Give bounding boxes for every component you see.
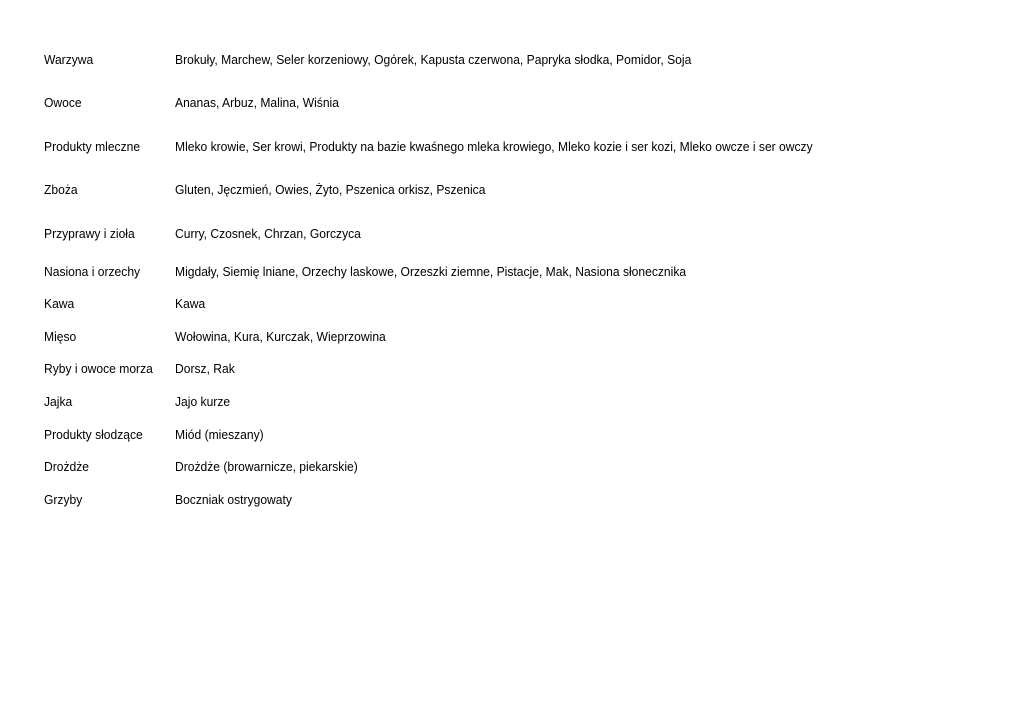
category-label: Przyprawy i zioła — [44, 226, 135, 241]
category-label: Grzyby — [44, 492, 83, 507]
table-row — [0, 457, 1024, 477]
table-row — [0, 294, 1024, 314]
table-row — [0, 224, 1024, 244]
category-label: Produkty słodzące — [44, 427, 143, 442]
category-items: Miód (mieszany) — [175, 427, 264, 442]
table-row — [0, 50, 1024, 70]
category-items: Curry, Czosnek, Chrzan, Gorczyca — [175, 226, 361, 241]
table-row — [0, 93, 1024, 113]
category-items: Jajo kurze — [175, 394, 231, 409]
table-row — [0, 425, 1024, 445]
table-row — [0, 137, 1024, 157]
category-label: Mięso — [44, 329, 77, 344]
category-label: Zboża — [44, 182, 78, 197]
category-label: Nasiona i orzechy — [44, 264, 141, 279]
category-items: Migdały, Siemię lniane, Orzechy laskowe, Orzeszki ziemne, Pistacje, Mak, Nasiona słonecznika — [175, 264, 687, 279]
table-row — [0, 392, 1024, 412]
table-row — [0, 180, 1024, 200]
category-label: Ryby i owoce morza — [44, 361, 153, 376]
category-items: Brokuły, Marchew, Seler korzeniowy, Ogórek, Kapusta czerwona, Papryka słodka, Pomidor, Soja — [175, 52, 692, 67]
category-items: Kawa — [175, 296, 206, 311]
table-row — [0, 327, 1024, 347]
category-label: Jajka — [44, 394, 73, 409]
category-label: Warzywa — [44, 52, 94, 67]
category-label: Drożdże — [44, 459, 90, 474]
category-items: Drożdże (browarnicze, piekarskie) — [175, 459, 358, 474]
category-items: Dorsz, Rak — [175, 361, 235, 376]
category-items: Boczniak ostrygowaty — [175, 492, 292, 507]
category-items: Mleko krowie, Ser krowi, Produkty na bazie kwaśnego mleka krowiego, Mleko kozie i ser kozi, Mleko owcze i ser owczy — [175, 139, 813, 154]
category-items: Wołowina, Kura, Kurczak, Wieprzowina — [175, 329, 386, 344]
table-row — [0, 490, 1024, 510]
table-row — [0, 262, 1024, 282]
category-label: Owoce — [44, 95, 82, 110]
category-items: Ananas, Arbuz, Malina, Wiśnia — [175, 95, 339, 110]
table-row — [0, 359, 1024, 379]
category-label: Kawa — [44, 296, 75, 311]
category-items: Gluten, Jęczmień, Owies, Żyto, Pszenica orkisz, Pszenica — [175, 182, 486, 197]
category-label: Produkty mleczne — [44, 139, 141, 154]
